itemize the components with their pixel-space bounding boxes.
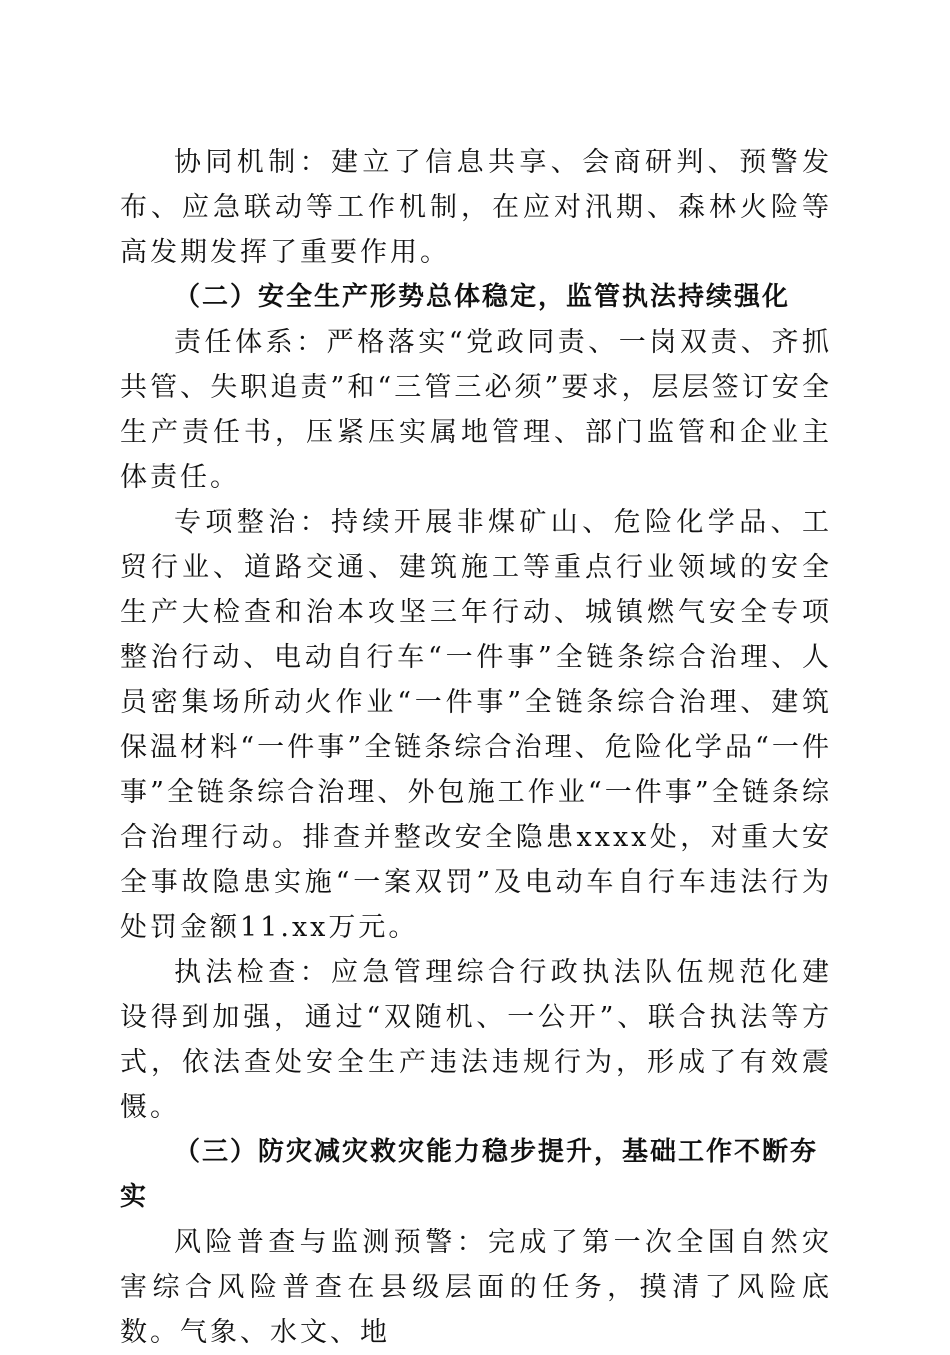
paragraph-risk-survey: 风险普查与监测预警：完成了第一次全国自然灾害综合风险普查在县级层面的任务，摸清了风险底数。气象、水文、地	[120, 1227, 832, 1348]
section-heading-3: （三）防灾减灾救灾能力稳步提升，基础工作不断夯实	[120, 1137, 819, 1212]
section-heading-2: （二）安全生产形势总体稳定，监管执法持续强化	[174, 282, 791, 312]
paragraph-law-enforcement: 执法检查：应急管理综合行政执法队伍规范化建设得到加强，通过“双随机、一公开”、联合执法等方式，依法查处安全生产违法违规行为，形成了有效震慑。	[120, 957, 832, 1123]
document-body	[120, 140, 832, 1355]
paragraph-collaboration-mechanism: 协同机制：建立了信息共享、会商研判、预警发布、应急联动等工作机制，在应对汛期、森林火险等高发期发挥了重要作用。	[120, 147, 832, 268]
paragraph-responsibility-system: 责任体系：严格落实“党政同责、一岗双责、齐抓共管、失职追责”和“三管三必须”要求，层层签订安全生产责任书，压紧压实属地管理、部门监管和企业主体责任。	[120, 327, 832, 493]
paragraph-special-rectification: 专项整治：持续开展非煤矿山、危险化学品、工贸行业、道路交通、建筑施工等重点行业领域的安全生产大检查和治本攻坚三年行动、城镇燃气安全专项整治行动、电动自行车“一件事”全链条综合治理、人员密集场所动火作业“一件事”全链条综合治理、建筑保温材料“一件事”全链条综合治理、危险化学品“一件事”全链条综合治理、外包施工作业“一件事”全链条综合治理行动。排查并整改安全隐患xxxx处，对重大安全事故隐患实施“一案双罚”及电动车自行车违法行为处罚金额11.xx万元。	[120, 507, 832, 943]
